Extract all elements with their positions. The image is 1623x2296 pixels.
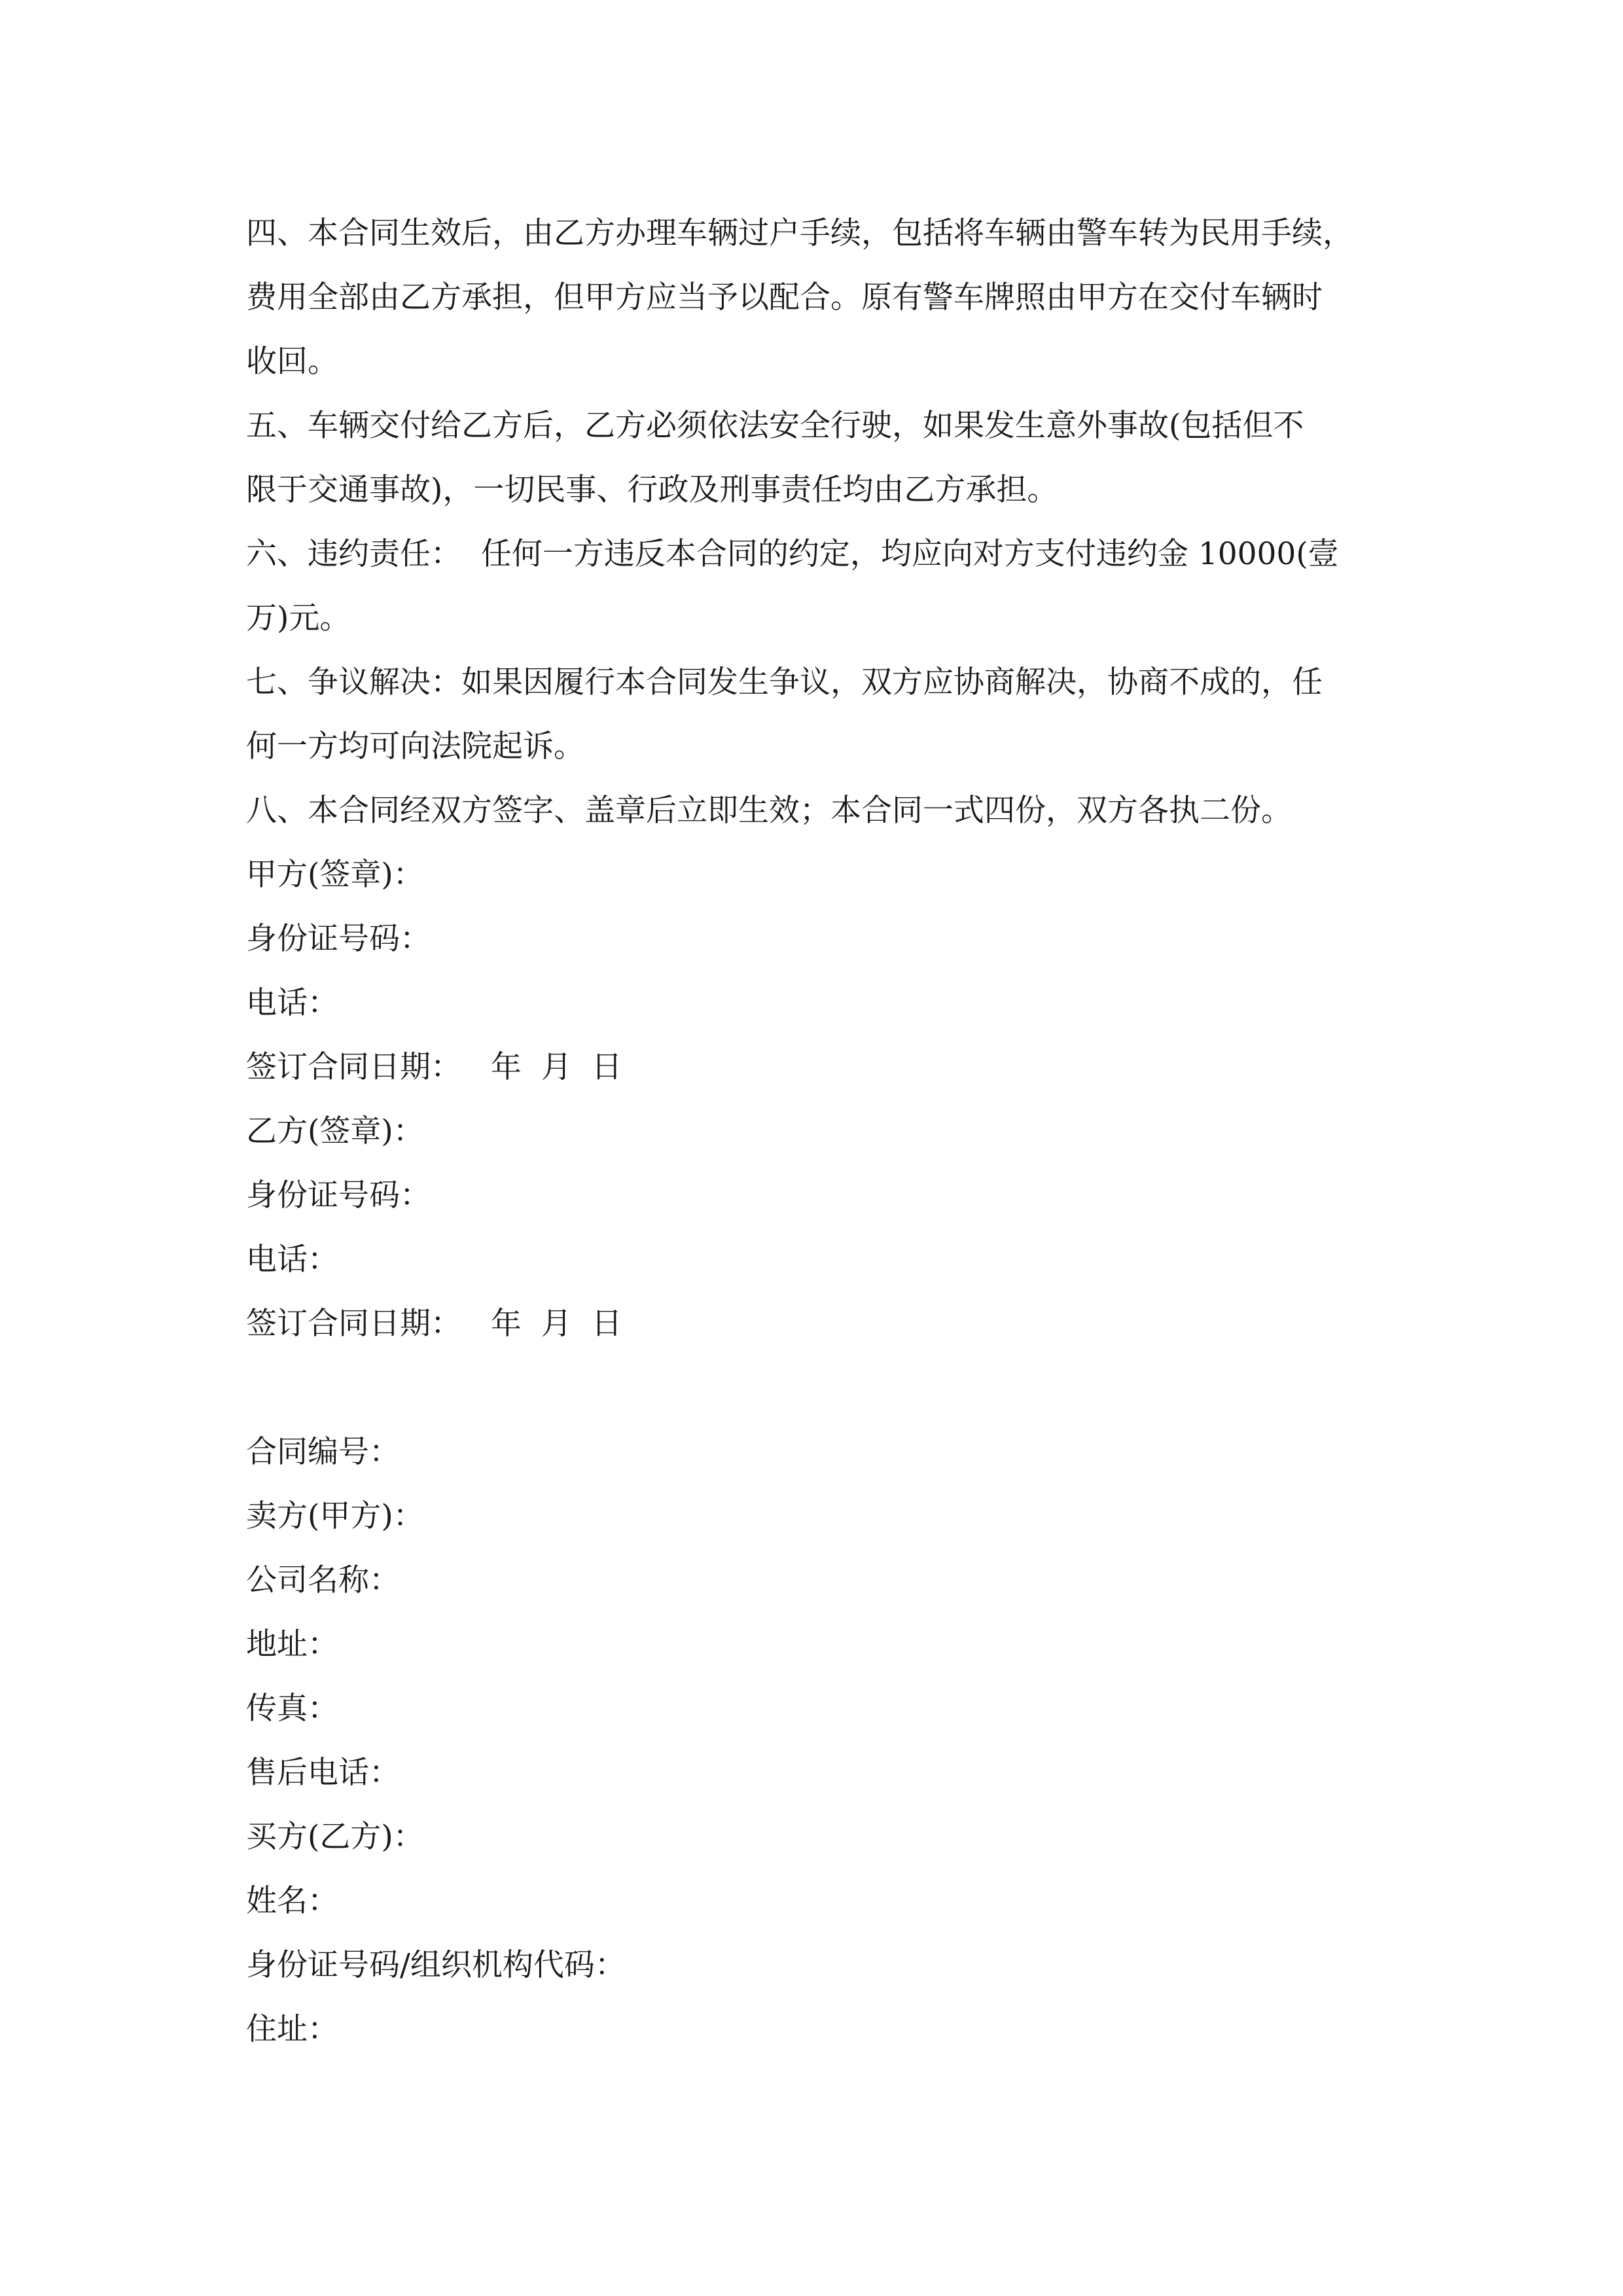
id-or-org-code-label: 身份证号码/组织机构代码： xyxy=(246,1947,626,1983)
clause-four-line-2: 费用全部由乙方承担，但甲方应当予以配合。原有警车牌照由甲方在交付车辆时 xyxy=(246,279,1323,315)
party-b-phone-label: 电话： xyxy=(246,1242,338,1278)
party-b-id-label: 身份证号码： xyxy=(246,1177,431,1213)
clause-four-line-3: 收回。 xyxy=(246,344,338,380)
address-label: 地址： xyxy=(246,1626,338,1662)
clause-eight xyxy=(246,779,1418,843)
clause-six-line-1: 六、违约责任： 任何一方违反本合同的约定，均应向对方支付违约金 10000(壹 xyxy=(246,536,1339,572)
clause-six-line-2: 万)元。 xyxy=(246,600,351,636)
party-a-date-label: 签订合同日期： 年 月 日 xyxy=(246,1049,622,1085)
seller-label: 卖方(甲方)： xyxy=(246,1498,424,1534)
buyer-label: 买方(乙方)： xyxy=(246,1819,424,1855)
clause-seven xyxy=(246,651,1418,779)
clause-five-line-2: 限于交通事故)，一切民事、行政及刑事责任均由乙方承担。 xyxy=(246,472,1058,508)
clause-six xyxy=(246,522,1418,651)
contract-number-label: 合同编号： xyxy=(246,1434,400,1470)
clause-four-line-1: 四、本合同生效后，由乙方办理车辆过户手续，包括将车辆由警车转为民用手续， xyxy=(246,215,1353,251)
residence-label: 住址： xyxy=(246,2011,338,2047)
name-label: 姓名： xyxy=(246,1883,338,1919)
second-contract-header xyxy=(246,1420,1418,2062)
section-gap xyxy=(246,1356,1418,1420)
party-a-phone-label: 电话： xyxy=(246,985,338,1021)
clause-five-line-1: 五、车辆交付给乙方后，乙方必须依法安全行驶，如果发生意外事故(包括但不 xyxy=(246,408,1304,444)
after-sales-phone-label: 售后电话： xyxy=(246,1755,400,1791)
clause-five xyxy=(246,394,1418,522)
party-a-id-label: 身份证号码： xyxy=(246,921,431,957)
document-body xyxy=(246,202,1418,2062)
clause-seven-line-1: 七、争议解决：如果因履行本合同发生争议，双方应协商解决，协商不成的，任 xyxy=(246,664,1323,700)
clause-four xyxy=(246,202,1418,394)
party-b-signature-block xyxy=(246,1100,1418,1356)
party-a-sign-label: 甲方(签章)： xyxy=(246,857,424,893)
clause-eight-line-1: 八、本合同经双方签字、盖章后立即生效；本合同一式四份，双方各执二份。 xyxy=(246,793,1292,829)
clause-seven-line-2: 何一方均可向法院起诉。 xyxy=(246,728,584,764)
fax-label: 传真： xyxy=(246,1691,338,1727)
party-b-sign-label: 乙方(签章)： xyxy=(246,1113,424,1149)
company-name-label: 公司名称： xyxy=(246,1562,400,1598)
party-a-signature-block xyxy=(246,843,1418,1100)
party-b-date-label: 签订合同日期： 年 月 日 xyxy=(246,1306,622,1342)
